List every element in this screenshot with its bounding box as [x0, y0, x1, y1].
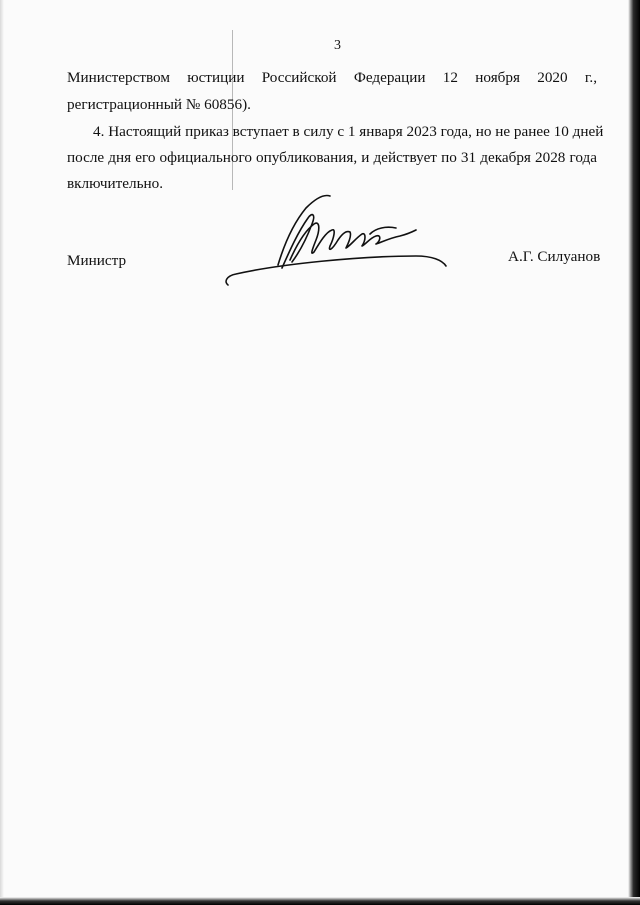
- body-text-line: 4. Настоящий приказ вступает в силу с 1 января 2023 года, но не ранее 10 дней: [93, 123, 604, 140]
- body-text-line: Министерством юстиции Российской Федерации 12 ноября 2020 г.,: [67, 69, 597, 86]
- body-text-line: включительно.: [67, 175, 164, 192]
- scan-left-edge: [0, 0, 4, 905]
- body-text-line: после дня его официального опубликования, и действует по 31 декабря 2028 года: [67, 149, 597, 166]
- body-text-line: регистрационный № 60856).: [67, 96, 251, 113]
- signatory-title: Министр: [67, 252, 127, 269]
- signatory-name: А.Г. Силуанов: [508, 248, 601, 265]
- scan-right-edge: [628, 0, 640, 905]
- page-number: 3: [334, 38, 341, 53]
- scan-bottom-edge: [0, 897, 640, 905]
- handwritten-signature: [220, 190, 460, 290]
